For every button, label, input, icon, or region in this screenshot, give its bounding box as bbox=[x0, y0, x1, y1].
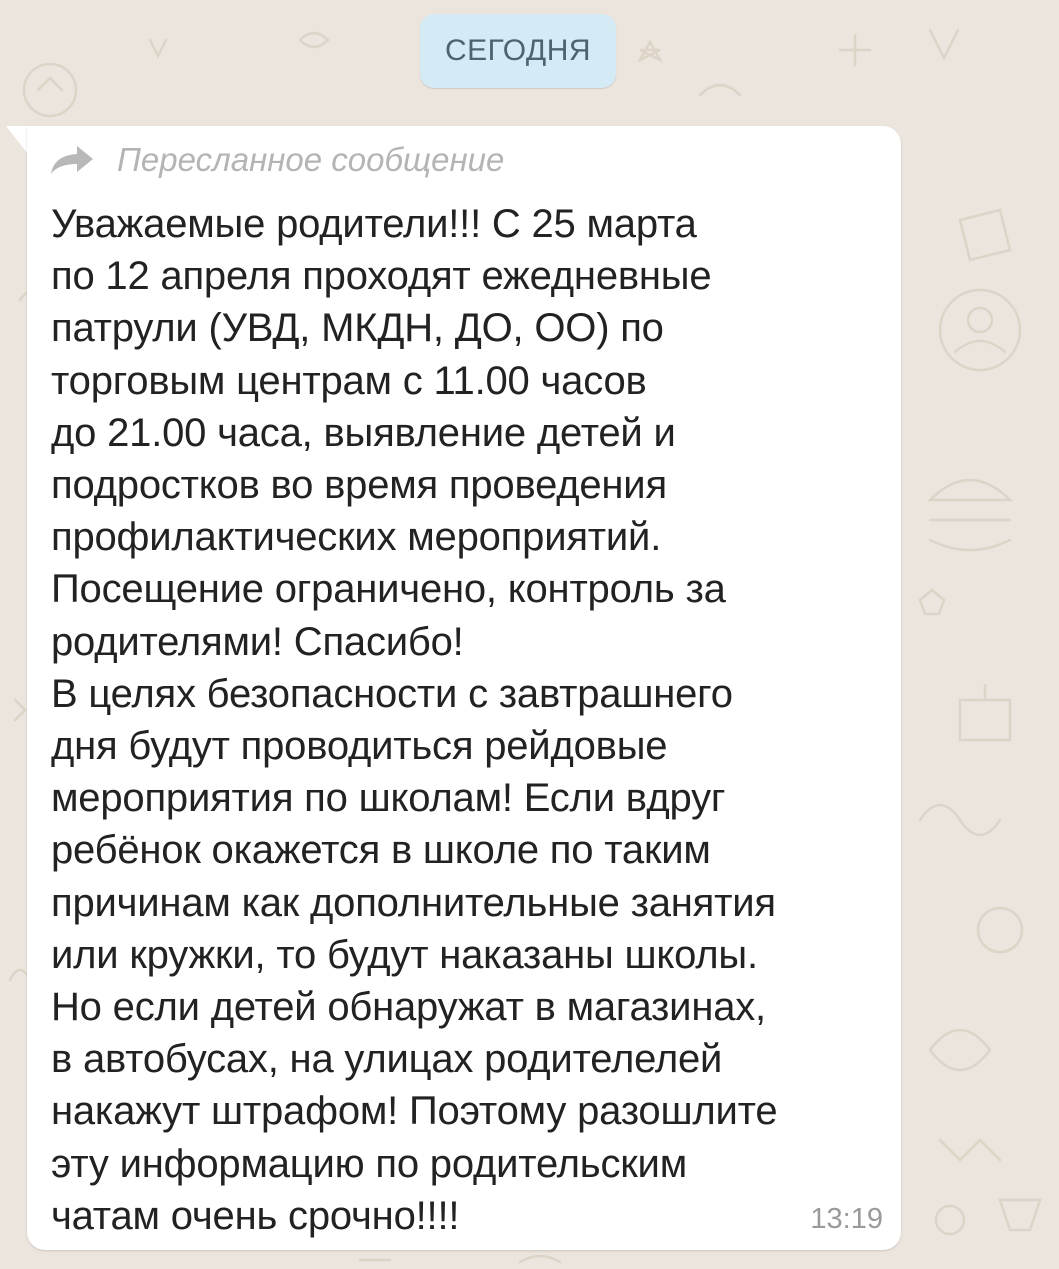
message-line: мероприятия по школам! Если вдруг bbox=[51, 776, 726, 821]
message-line: торговым центрам с 11.00 часов bbox=[51, 358, 647, 403]
message-line: в автобусах, на улицах родителелей bbox=[51, 1037, 723, 1082]
message-line: В целях безопасности с завтрашнего bbox=[51, 671, 733, 716]
message-line: ребёнок окажется в школе по таким bbox=[51, 828, 711, 873]
message-line: причинам как дополнительные занятия bbox=[51, 880, 776, 925]
forwarded-label: Пересланное сообщение bbox=[117, 141, 505, 178]
message-text bbox=[51, 198, 891, 1242]
date-separator bbox=[420, 14, 616, 88]
message-line: накажут штрафом! Поэтому разошлите bbox=[51, 1089, 778, 1134]
message-line: подростков во время проведения bbox=[51, 463, 667, 508]
message-line: патрули (УВД, МКДН, ДО, ОО) по bbox=[51, 306, 664, 351]
message-line: или кружки, то будут наказаны школы. bbox=[51, 932, 758, 977]
message-line: чатам очень срочно!!!! bbox=[51, 1193, 460, 1238]
message-bubble[interactable] bbox=[27, 126, 901, 1250]
forwarded-header bbox=[49, 140, 504, 180]
message-line: Уважаемые родители!!! С 25 марта bbox=[51, 202, 697, 246]
message-line: Но если детей обнаружат в магазинах, bbox=[51, 985, 766, 1030]
forward-arrow-icon bbox=[49, 144, 95, 176]
bubble-tail bbox=[6, 126, 28, 154]
message-timestamp: 13:19 bbox=[810, 1203, 883, 1235]
message-line: дня будут проводиться рейдовые bbox=[51, 724, 668, 769]
message-line: родителями! Спасибо! bbox=[51, 619, 464, 664]
message-line: профилактических мероприятий. bbox=[51, 515, 662, 560]
message-line: эту информацию по родительским bbox=[51, 1141, 687, 1186]
message-line: по 12 апреля проходят ежедневные bbox=[51, 254, 712, 299]
message-line: до 21.00 часа, выявление детей и bbox=[51, 410, 676, 455]
message-line: Посещение ограничено, контроль за bbox=[51, 567, 726, 612]
date-separator-label: СЕГОДНЯ bbox=[444, 34, 592, 67]
